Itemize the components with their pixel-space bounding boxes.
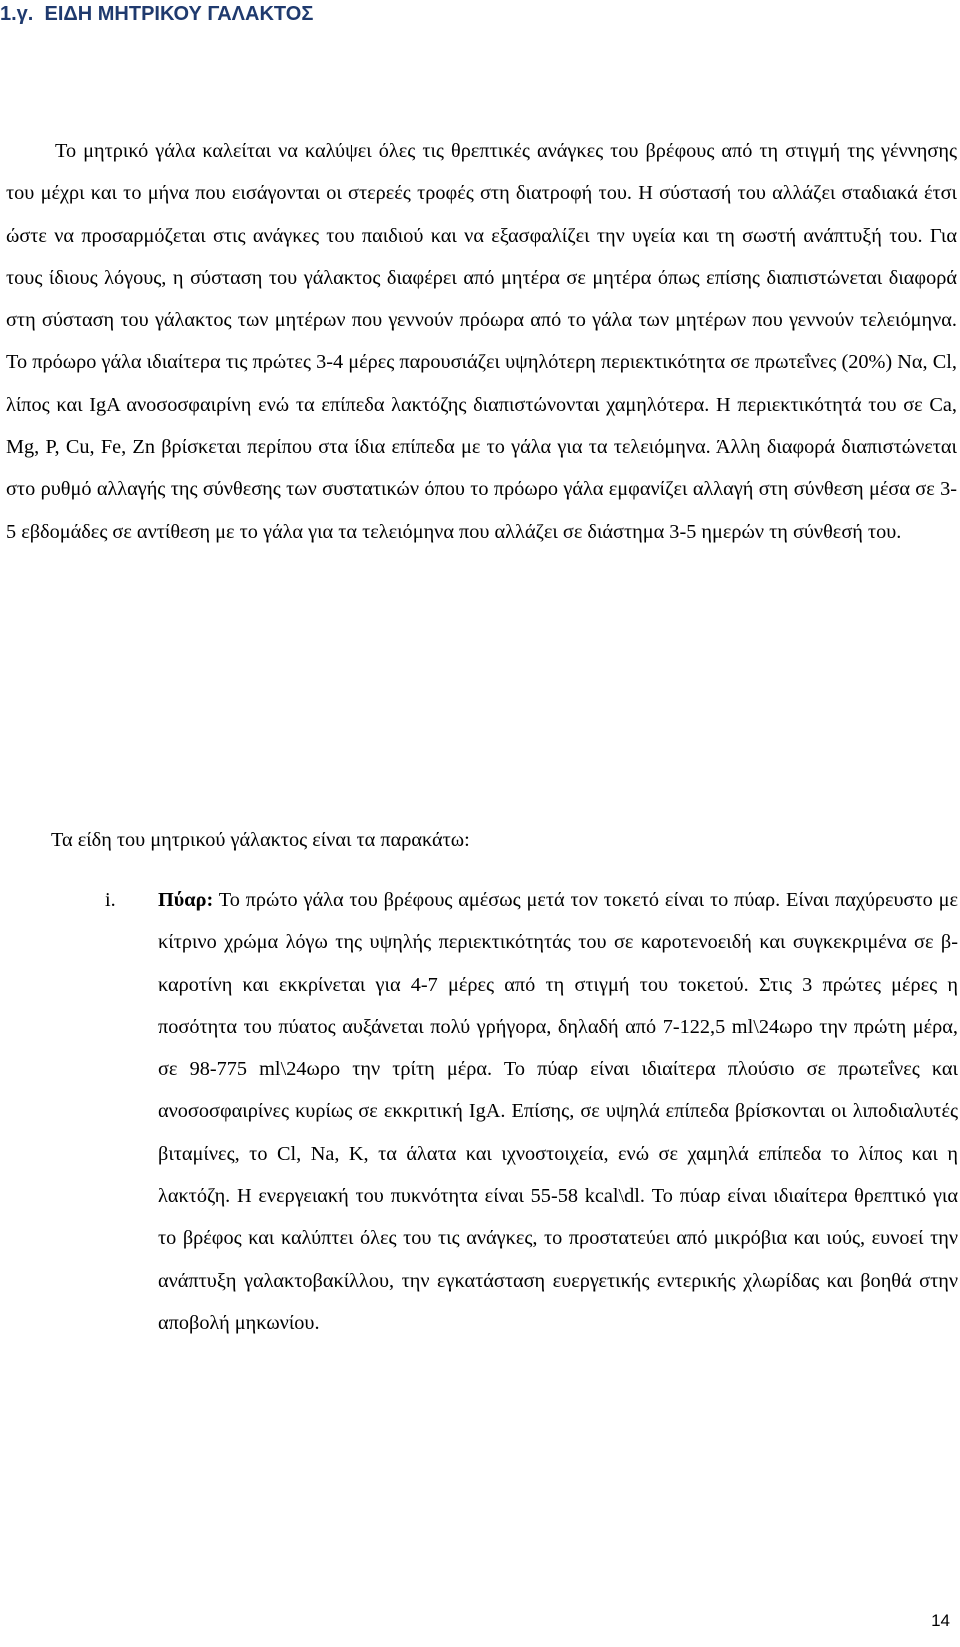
section-number: 1.γ.: [0, 3, 34, 25]
section-title: ΕΙΔΗ ΜΗΤΡΙΚΟΥ ΓΑΛΑΚΤΟΣ: [44, 3, 314, 25]
page-number: 14: [931, 1611, 950, 1630]
item-description: Το πρώτο γάλα του βρέφους αμέσως μετά τον τοκετό είναι το πύαρ. Είναι παχύρευστο με κίτρινο χρώμα λόγω της υψηλής περιεκτικότητάς του σε καροτενοειδή και συγκεκριμένα σε β-καροτίνη και εκκρίνεται για 4-7 μέρες από τη στιγμή του τοκετού. Στις 3 πρώτες μέρες η ποσότητα του πύατος αυξάνεται πολύ γρήγορα, δηλαδή από 7-122,5 ml\24ωρο την πρώτη μέρα, σε 98-775 ml\24ωρο την τρίτη μέρα. Το πύαρ είναι ιδιαίτερα πλούσιο σε πρωτεΐνες και ανοσοσφαιρίνες κυρίως σε εκκριτική IgA. Επίσης, σε υψηλά επίπεδα βρίσκονται οι λιποδιαλυτές βιταμίνες, το Cl, Na, K, τα άλατα και ιχνοστοιχεία, ενώ σε χαμηλά επίπεδα το λίπος και η λακτόζη. Η ενεργειακή του πυκνότητα είναι 55-58 kcal\dl. Το πύαρ είναι ιδιαίτερα θρεπτικό για το βρέφος και καλύπτει όλες του τις ανάγκες, το προστατεύει από μικρόβια και ιούς, ευνοεί την ανάπτυξη γαλακτοβακίλλου, την εγκατάσταση ευεργετικής εντερικής χλωρίδας και βοηθά στην αποβολή μηκωνίου.: [158, 889, 958, 1334]
body-paragraph: Το μητρικό γάλα καλείται να καλύψει όλες τις θρεπτικές ανάγκες του βρέφους από τη στιγμή της γέννησης του μέχρι και το μήνα που εισάγονται οι στερεές τροφές στη διατροφή του. Η σύστασή του αλλάζει σταδιακά έτσι ώστε να προσαρμόζεται στις ανάγκες του παιδιού και να εξασφαλίζει την υγεία και τη σωστή ανάπτυξή του. Για τους ίδιους λόγους, η σύσταση του γάλακτος διαφέρει από μητέρα σε μητέρα όπως επίσης διαπιστώνεται διαφορά στη σύσταση του γάλακτος των μητέρων που γεννούν πρόωρα από το γάλα των μητέρων που γεννούν τελειόμηνα. Το πρόωρο γάλα ιδιαίτερα τις πρώτες 3-4 μέρες παρουσιάζει υψηλότερη περιεκτικότητα σε πρωτεΐνες (20%) Να, Cl, λίπος και IgA ανοσοσφαιρίνη ενώ τα επίπεδα λακτόζης διαπιστώνονται χαμηλότερα. Η περιεκτικότητά του σε Ca, Mg, P, Cu, Fe, Zn βρίσκεται περίπου στα ίδια επίπεδα με το γάλα για τα τελειόμηνα. Άλλη διαφορά διαπιστώνεται στο ρυθμό αλλαγής της σύνθεσης των συστατικών όπου το πρόωρο γάλα εμφανίζει αλλαγή στη σύνθεση μέσα σε 3-5 εβδομάδες σε αντίθεση με το γάλα για τα τελειόμηνα που αλλάζει σε διάστημα 3-5 ημερών τη σύνθεσή του.: [6, 140, 957, 543]
types-intro: Τα είδη του μητρικού γάλακτος είναι τα παρακάτω:: [51, 829, 470, 851]
section-heading: [0, 1, 313, 27]
item-term: Πύαρ:: [158, 889, 214, 911]
list-marker: i.: [105, 889, 116, 911]
list-item-content: [158, 879, 958, 1344]
